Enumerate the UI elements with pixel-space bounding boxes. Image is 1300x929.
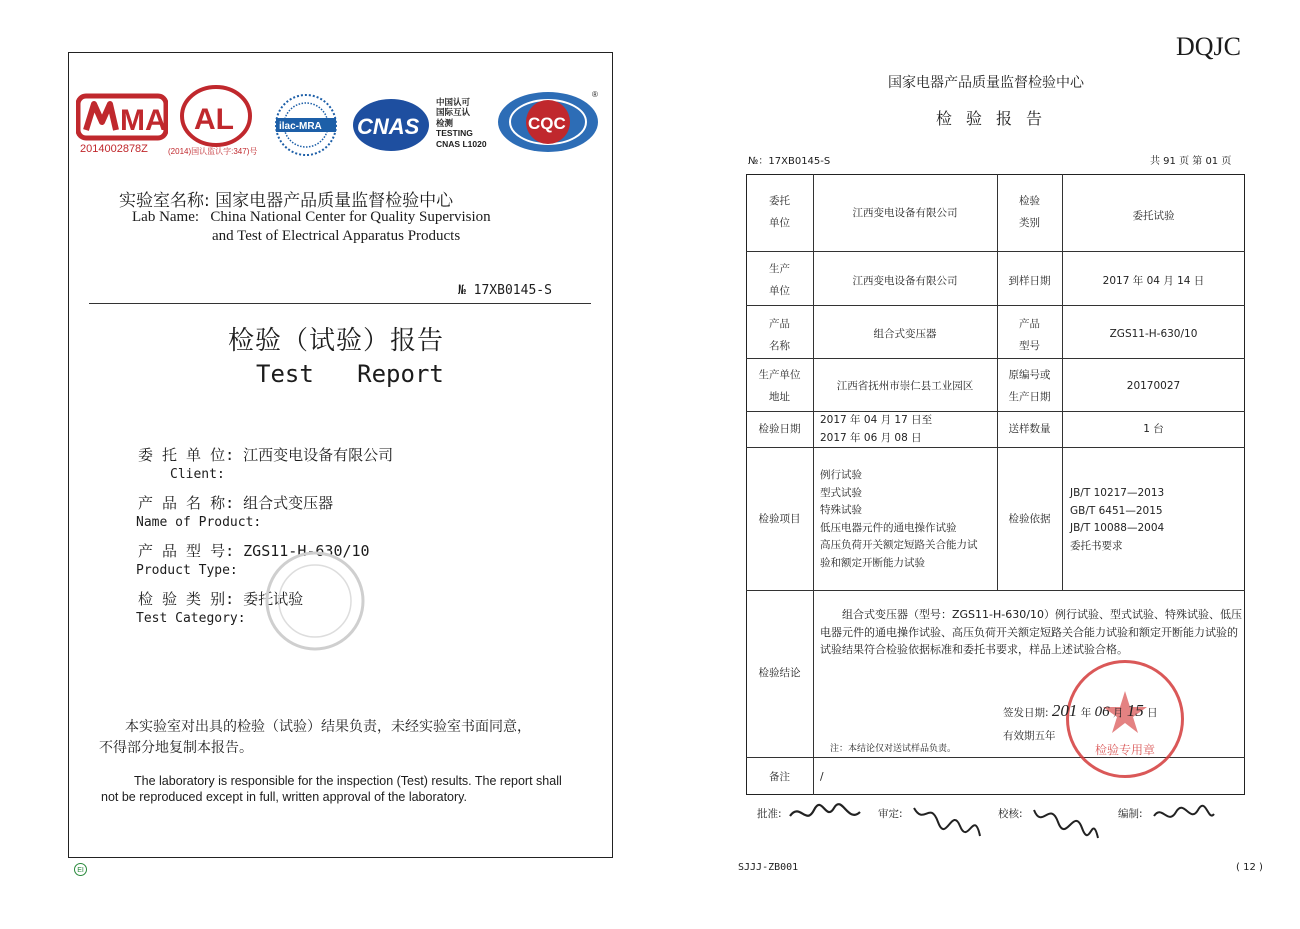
product-label: 产品 名称 <box>769 318 790 352</box>
cover-divider <box>89 303 591 304</box>
report-number: № 17XB0145-S <box>458 283 552 298</box>
signature-review <box>908 796 984 840</box>
form-code: SJJJ-ZB001 <box>738 862 799 873</box>
category-label: 检验 类别 <box>1019 195 1040 229</box>
report-number-right: №：17XB0145-S <box>748 156 831 167</box>
ilac-mra-logo <box>272 92 340 158</box>
list-item: JB/T 10217—2013 <box>1070 487 1165 499</box>
disclaimer-en-line2: not be reproduced except in full, written approval of the laboratory. <box>101 790 467 804</box>
test-category-label-en: Test Category: <box>136 611 246 626</box>
items-label: 检验项目 <box>758 513 801 525</box>
items-list <box>820 467 996 572</box>
arrival-value: 2017 年 04 月 14 日 <box>1102 275 1205 287</box>
client-value: 江西变电设备有限公司 <box>852 207 958 219</box>
lab-name-cn: 实验室名称: 国家电器产品质量监督检验中心 <box>119 191 454 211</box>
disclaimer-en-line1: The laboratory is responsible for the inspection (Test) results. The report shall <box>134 774 562 788</box>
product-value: 组合式变压器 <box>873 328 937 340</box>
cma-number: 2014002878Z <box>80 143 148 155</box>
cal-logo-text: AL <box>194 103 234 136</box>
model-label: 产品 型号 <box>1019 318 1040 352</box>
qty-label: 送样数量 <box>1008 423 1051 435</box>
basis-list <box>1070 485 1240 555</box>
list-item: 型式试验 <box>820 486 862 499</box>
table-line <box>746 447 1245 448</box>
stamp-text: 检验专用章 <box>1094 743 1155 757</box>
list-item: 高压负荷开关额定短路关合能力试 <box>820 539 978 551</box>
report-org: 国家电器产品质量监督检验中心 <box>888 75 1084 91</box>
date-label: 检验日期 <box>758 423 801 435</box>
disclaimer-cn-line1: 本实验室对出具的检验（试验）结果负责，未经实验室书面同意， <box>125 719 531 735</box>
list-item: 验和额定开断能力试验 <box>820 556 925 569</box>
client-label-en: Client: <box>170 467 225 482</box>
issue-date: 签发日期: 201 年 06 月 15 日 <box>1003 701 1158 720</box>
signer-compile-label: 编制: <box>1118 808 1143 820</box>
signature-check <box>1028 794 1102 840</box>
disclaimer-cn-line2: 不得部分地复制本报告。 <box>99 740 253 756</box>
remark-label: 备注 <box>769 771 790 783</box>
page-count: 共 91 页 第 01 页 <box>1150 156 1232 167</box>
serial-value: 20170027 <box>1126 380 1181 392</box>
list-item: 特殊试验 <box>820 504 862 516</box>
cal-number: (2014)国认监认字:347)号 <box>168 147 258 156</box>
list-item: JB/T 10088—2004 <box>1070 522 1165 534</box>
report-title-cn: 检验（试验）报告 <box>228 326 445 356</box>
qty-value: 1 台 <box>1143 423 1164 435</box>
cqc-logo-text: CQC <box>528 114 566 133</box>
table-line <box>813 174 814 795</box>
test-category-field: 检 验 类 别: 委托试验 <box>138 590 304 608</box>
embossed-seal <box>262 548 368 654</box>
table-line <box>746 590 1245 591</box>
list-item: 例行试验 <box>820 469 862 481</box>
table-line <box>746 251 1245 252</box>
conclusion-text: 组合式变压器（型号：ZGS11-H-630/10）例行试验、型式试验、特殊试验、低压电器元件的通电操作试验、高压负荷开关额定短路关合能力试验和额定开断能力试验的试验结果符合检验依据标准和委托书要求，样品上述试验合格。 <box>820 608 1242 656</box>
product-type-field: 产 品 型 号: ZGS11-H-630/10 <box>138 542 370 560</box>
client-field: 委 托 单 位: 江西变电设备有限公司 <box>138 446 394 464</box>
footer-mark: EI <box>74 863 87 876</box>
page-number: ( 12 ) <box>1236 862 1263 873</box>
cnas-accreditation-note: 中国认可 国际互认 检测 TESTING CNAS L1020 <box>436 97 487 149</box>
producer-value: 江西变电设备有限公司 <box>852 275 958 287</box>
arrival-label: 到样日期 <box>1008 275 1051 287</box>
model-value: ZGS11-H-630/10 <box>1109 328 1198 340</box>
cal-logo <box>178 85 254 149</box>
validity: 有效期五年 <box>1003 730 1056 742</box>
basis-label: 检验依据 <box>1008 513 1051 525</box>
category-value: 委托试验 <box>1132 210 1175 222</box>
signature-compile <box>1150 800 1216 830</box>
list-item: 低压电器元件的通电操作试验 <box>820 521 957 534</box>
signer-review-label: 审定: <box>878 808 903 820</box>
list-item: 委托书要求 <box>1070 539 1123 552</box>
report-title-en: Test Report <box>256 360 444 388</box>
report-title: 检验报告 <box>936 109 1057 128</box>
product-type-label-en: Product Type: <box>136 563 238 578</box>
client-label: 委托 单位 <box>769 195 790 229</box>
signer-approve-label: 批准: <box>757 808 782 820</box>
date-value: 2017 年 04 月 17 日至 2017 年 06 月 08 日 <box>820 414 933 444</box>
cma-logo-text: MA <box>120 104 167 137</box>
serial-label: 原编号或 生产日期 <box>1008 369 1051 403</box>
cnas-logo <box>350 96 432 154</box>
cma-logo <box>76 92 168 146</box>
lab-name-en-line1: Lab Name: China National Center for Quality Supervision <box>132 209 491 225</box>
list-item: GB/T 6451—2015 <box>1070 504 1163 517</box>
signature-approve <box>786 796 864 832</box>
product-name-field: 产 品 名 称: 组合式变压器 <box>138 494 334 512</box>
signer-check-label: 校核: <box>998 808 1023 820</box>
table-line <box>746 305 1245 306</box>
producer-label: 生产 单位 <box>769 263 790 297</box>
conclusion-label: 检验结论 <box>758 667 801 679</box>
lab-name-en-line2: and Test of Electrical Apparatus Products <box>212 228 461 244</box>
address-value: 江西省抚州市崇仁县工业园区 <box>836 380 974 392</box>
cnas-logo-text: CNAS <box>357 114 420 139</box>
corner-mark: DQJC <box>1176 32 1242 61</box>
svg-text:®: ® <box>592 90 598 99</box>
table-line <box>746 358 1245 359</box>
conclusion-note: 注：本结论仅对送试样品负责。 <box>830 744 957 754</box>
ilac-logo-text: ilac-MRA <box>279 121 322 132</box>
product-name-label-en: Name of Product: <box>136 515 262 530</box>
address-label: 生产单位 地址 <box>758 369 801 403</box>
remark-value: / <box>820 771 824 783</box>
cqc-logo <box>496 88 604 154</box>
